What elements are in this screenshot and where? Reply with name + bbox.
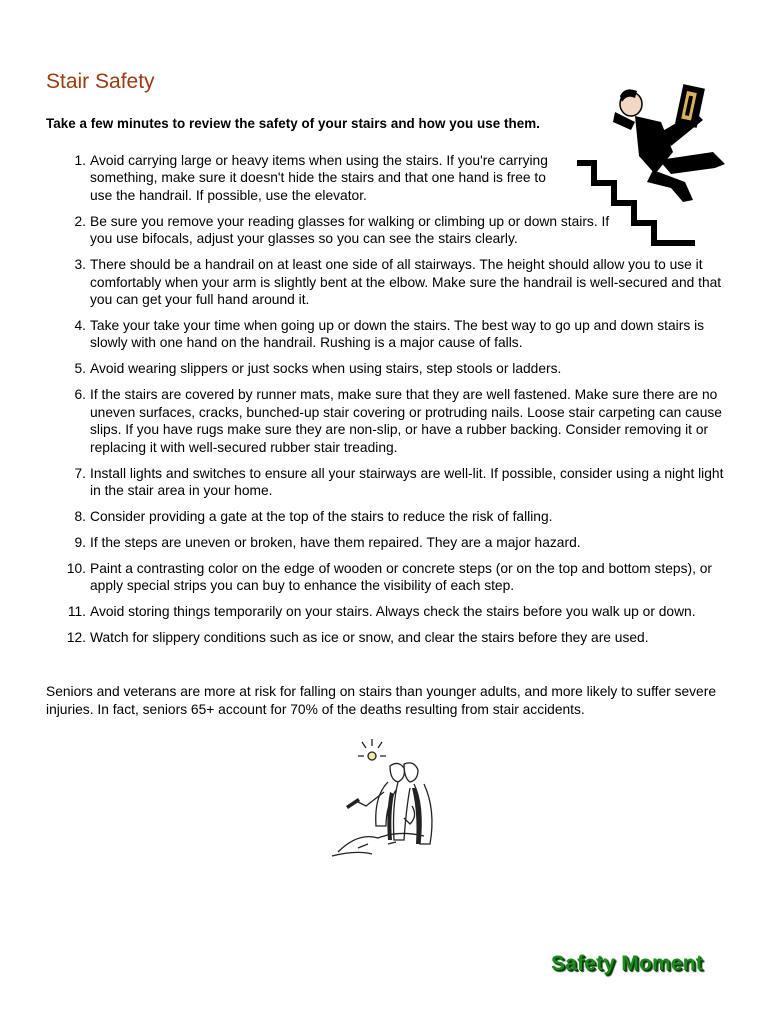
list-item: 10. Paint a contrasting color on the edge of wooden or concrete steps (or on the top and bottom steps), or apply special strips you can buy to enhance the visibility of each step. — [66, 561, 712, 594]
list-item: 11. Avoid storing things temporarily on your stairs. Always check the stairs before you walk up or down. — [67, 604, 696, 620]
list-item: 4. Take your take your time when going up or down the stairs. The best way to go up and down stairs is slowly with one hand on the handrail. Rushing is a major cause of falls. — [74, 318, 705, 351]
people-with-flashlight-illustration — [328, 736, 440, 858]
intro-text: Take a few minutes to review the safety of your stairs and how you use them. — [46, 116, 540, 131]
list-item: 9. If the steps are uneven or broken, have them repaired. They are a major hazard. — [74, 535, 581, 551]
safety-steps-list — [46, 152, 726, 655]
closing-paragraph: Seniors and veterans are more at risk for falling on stairs than younger adults, and more likely to suffer severe injuries. In fact, seniors 65+ account for 70% of the deaths resulting from stair accidents. — [46, 684, 716, 718]
list-item: 2. Be sure you remove your reading glasses for walking or climbing up or down stairs. If you use bifocals, adjust your glasses so you can see the stairs clearly. — [74, 213, 610, 247]
list-item: 3. There should be a handrail on at least one side of all stairways. The height should allow you to use it comfortably when your arm is slightly bent at the elbow. Make sure the handrail is well-secured and that you can get your full hand around it. — [74, 257, 722, 308]
list-item: 1. Avoid carrying large or heavy items when using the stairs. If you're carrying something, make sure it doesn't hide the stairs and that one hand is free to use the handrail. If possible, use the elevator. — [74, 153, 548, 203]
list-item: 7. Install lights and switches to ensure all your stairways are well-lit. If possible, consider using a night light in the stair area in your home. — [74, 465, 724, 499]
list-item: 12. Watch for slippery conditions such as ice or snow, and clear the stairs before they are used. — [66, 630, 649, 646]
safety-moment-logo: Safety Moment — [551, 952, 703, 975]
page-title: Stair Safety — [46, 70, 155, 93]
list-item: 5. Avoid wearing slippers or just socks when using stairs, step stools or ladders. — [74, 361, 562, 377]
list-item: 6. If the stairs are covered by runner mats, make sure that they are well fastened. Make sure there are no uneven surfaces, cracks, bunched-up stair covering or protruding nails. Loose stair carpeting can cause slips. If you have rugs make sure they are non-slip, or have a rubber backing. Consider removing it or replacing it with well-secured rubber stair treading. — [74, 387, 722, 455]
list-item: 8. Consider providing a gate at the top of the stairs to reduce the risk of falling. — [74, 509, 553, 525]
